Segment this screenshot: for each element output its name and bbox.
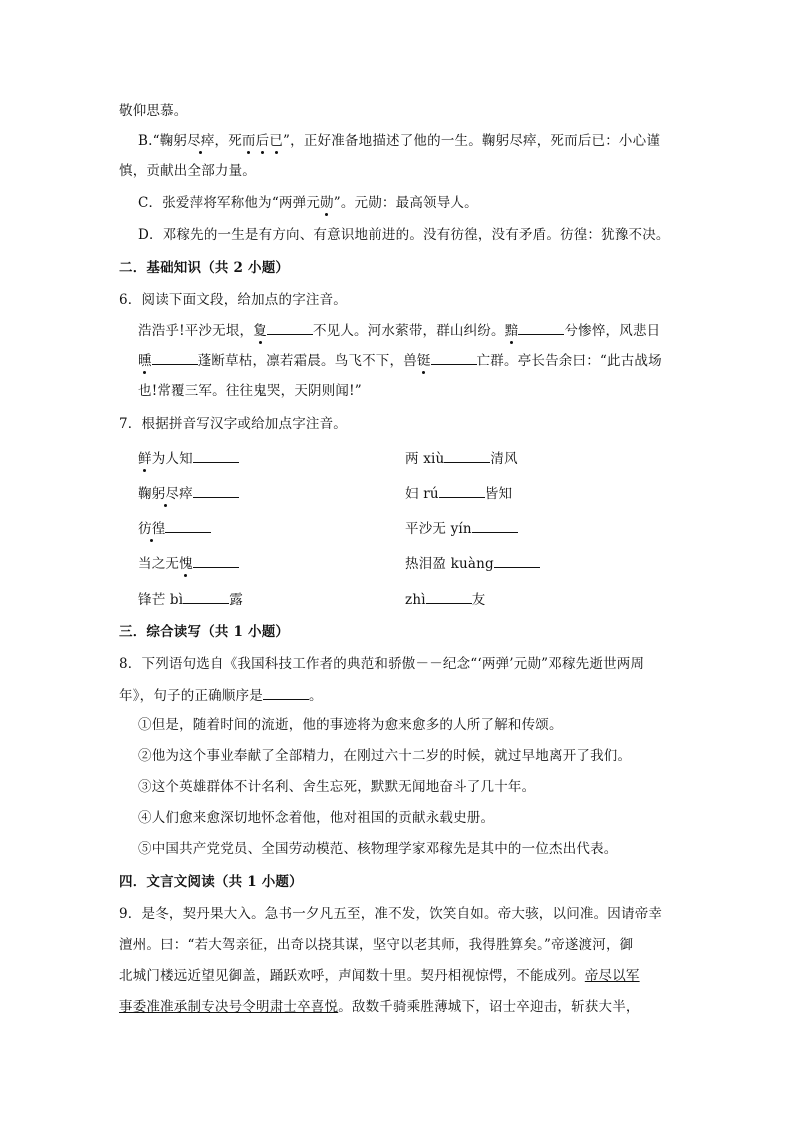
answer-blank[interactable] [444,448,490,463]
q6-paragraph-line2 [138,350,662,371]
section-3-title: 三．综合读写（共 1 小题） [119,624,290,640]
text: 。 [308,688,323,704]
q7-stem: 7．根据拼音写汉字或给加点字注音。 [119,416,347,432]
answer-blank[interactable] [431,350,477,365]
text: 两 xiù [405,451,445,467]
text: 。敌数千骑乘胜薄城下，诏士卒迎击，斩获大半， [338,999,640,1015]
dotted-char: 愧 [179,556,193,572]
q8-sentence-2: ②他为这个事业奉献了全部精力，在刚过六十二岁的时候，就过早地离开了我们。 [138,748,632,764]
q7-item-right-5 [405,589,485,610]
q8-sentence-3: ③这个英雄群体不计名利、舍生忘死，默默无闻地奋斗了几十年。 [138,779,536,795]
q7-item-left-3 [138,518,211,539]
text: zhì [405,592,426,608]
q8-stem-line1: 8．下列语句选自《我国科技工作者的典范和骄傲－－纪念“‘两弹’元勋”邓稼先逝世两周 [119,656,645,672]
answer-blank[interactable] [165,518,211,533]
q6-stem: 6．阅读下面文段，给加点的字注音。 [119,292,347,308]
text: 慎，贡献出全部力量。 [119,163,256,179]
text: ”。元勋：最高领导人。 [333,195,478,211]
text: 露 [229,592,243,608]
q7-item-left-4 [138,553,239,574]
text: 浩浩乎!平沙无垠， [138,323,254,339]
q5-option-d [138,225,670,245]
q7-item-left-1 [138,448,239,469]
dotted-char: 勋 [320,195,334,211]
q8-sentence-5: ⑤中国共产党党员、全国劳动模范、核物理学家邓稼先是其中的一位杰出代表。 [138,841,618,857]
dotted-char: 黯 [504,323,519,339]
dotted-char: 铤 [416,353,431,369]
dotted-chars: 鞠躬尽瘁，死 [159,133,242,149]
q7-item-right-3 [405,518,518,539]
q9-line2: 澶州。曰：“若大驾亲征，出奇以挠其谋，坚守以老其师，我得胜算矣。”帝遂渡河，御 [119,937,634,953]
text: 敬仰思慕。 [119,103,188,119]
q8-stem-line2 [119,685,323,706]
text: ”，正好准备地描述了他的一生。鞠躬尽瘁，死而后已：小心谨 [283,133,661,149]
text: D．邓稼先的一生是有方向、有意识地前进的。没有彷徨，没有矛盾。彷徨：犹豫不决。 [138,227,670,243]
text: 友 [471,592,486,608]
underlined-text: 帝尽以军 [584,968,640,984]
text: 当之无 [138,556,180,572]
q8-sentence-1: ①但是，随着时间的流逝，他的事迹将为愈来愈多的人所了解和传颂。 [138,717,563,733]
answer-blank[interactable] [518,320,564,335]
q9-line3 [119,966,640,986]
answer-blank[interactable] [494,553,540,568]
answer-blank[interactable] [439,483,485,498]
text: 北城门楼远近望见御盖，踊跃欢呼，声闻数十里。契丹相视惊愕，不能成列。 [119,968,585,984]
answer-blank[interactable] [426,589,472,604]
q6-paragraph-line3: 也!常覆三军。往往鬼哭，天阴则闻!” [138,383,362,399]
answer-blank[interactable] [472,518,518,533]
q5-option-b-line2 [119,161,256,181]
q9-line4 [119,997,640,1017]
underlined-text: 事委准准承制专决号令明肃士卒喜悦 [119,999,339,1015]
text: 为人知 [151,451,193,467]
q5-line1 [119,101,188,121]
text: 妇 rú [405,486,439,502]
q7-item-right-2 [405,483,512,504]
q7-item-right-1 [405,448,518,469]
dotted-char: 夐 [253,323,267,339]
dotted-char: 鲜 [138,451,152,467]
q7-item-left-5 [138,589,243,610]
answer-blank[interactable] [193,448,239,463]
answer-blank[interactable] [152,350,198,365]
dotted-char: 而 [241,133,256,149]
text: 平沙无 yín [405,521,472,537]
text: 锋芒 bì [138,592,184,608]
text: B.“ [138,133,160,149]
answer-blank[interactable] [263,685,309,700]
text: 热泪盈 kuàng [405,556,494,572]
text: 皆知 [484,486,513,502]
dotted-char: 曛 [138,353,152,369]
dotted-char: 后 [255,133,270,149]
dotted-chars: 鞠躬尽瘁 [138,486,193,502]
q5-option-c [138,193,478,213]
q7-item-right-4 [405,553,540,574]
answer-blank[interactable] [267,320,313,335]
text: 年》，句子的正确顺序是 [119,688,263,704]
dotted-char: 已 [269,133,284,149]
section-4-title: 四．文言文阅读（共 1 小题） [119,874,303,890]
answer-blank[interactable] [193,483,239,498]
text: 清风 [490,451,518,467]
dotted-chars: 彷徨 [138,521,166,537]
answer-blank[interactable] [193,553,239,568]
text: 兮惨悴，风悲日 [564,323,661,339]
q5-option-b-line1 [138,131,660,151]
q6-paragraph-line1 [138,320,660,341]
q9-line1: 9．是冬，契丹果大入。急书一夕凡五至，准不发，饮笑自如。帝大骇，以问准。因请帝幸 [119,906,663,922]
text: C．张爱萍将军称他为“两弹元 [138,195,321,211]
text: 不见人。河水萦带，群山纠纷。 [312,323,505,339]
section-2-title: 二．基础知识（共 2 小题） [119,260,290,276]
q7-item-left-2 [138,483,239,504]
text: 蓬断草枯，凛若霜晨。鸟飞不下，兽 [197,353,417,369]
answer-blank[interactable] [183,589,229,604]
text: 亡群。亭长告余曰：“此古战场 [476,353,662,369]
q8-sentence-4: ④人们愈来愈深切地怀念着他，他对祖国的贡献永载史册。 [138,810,495,826]
